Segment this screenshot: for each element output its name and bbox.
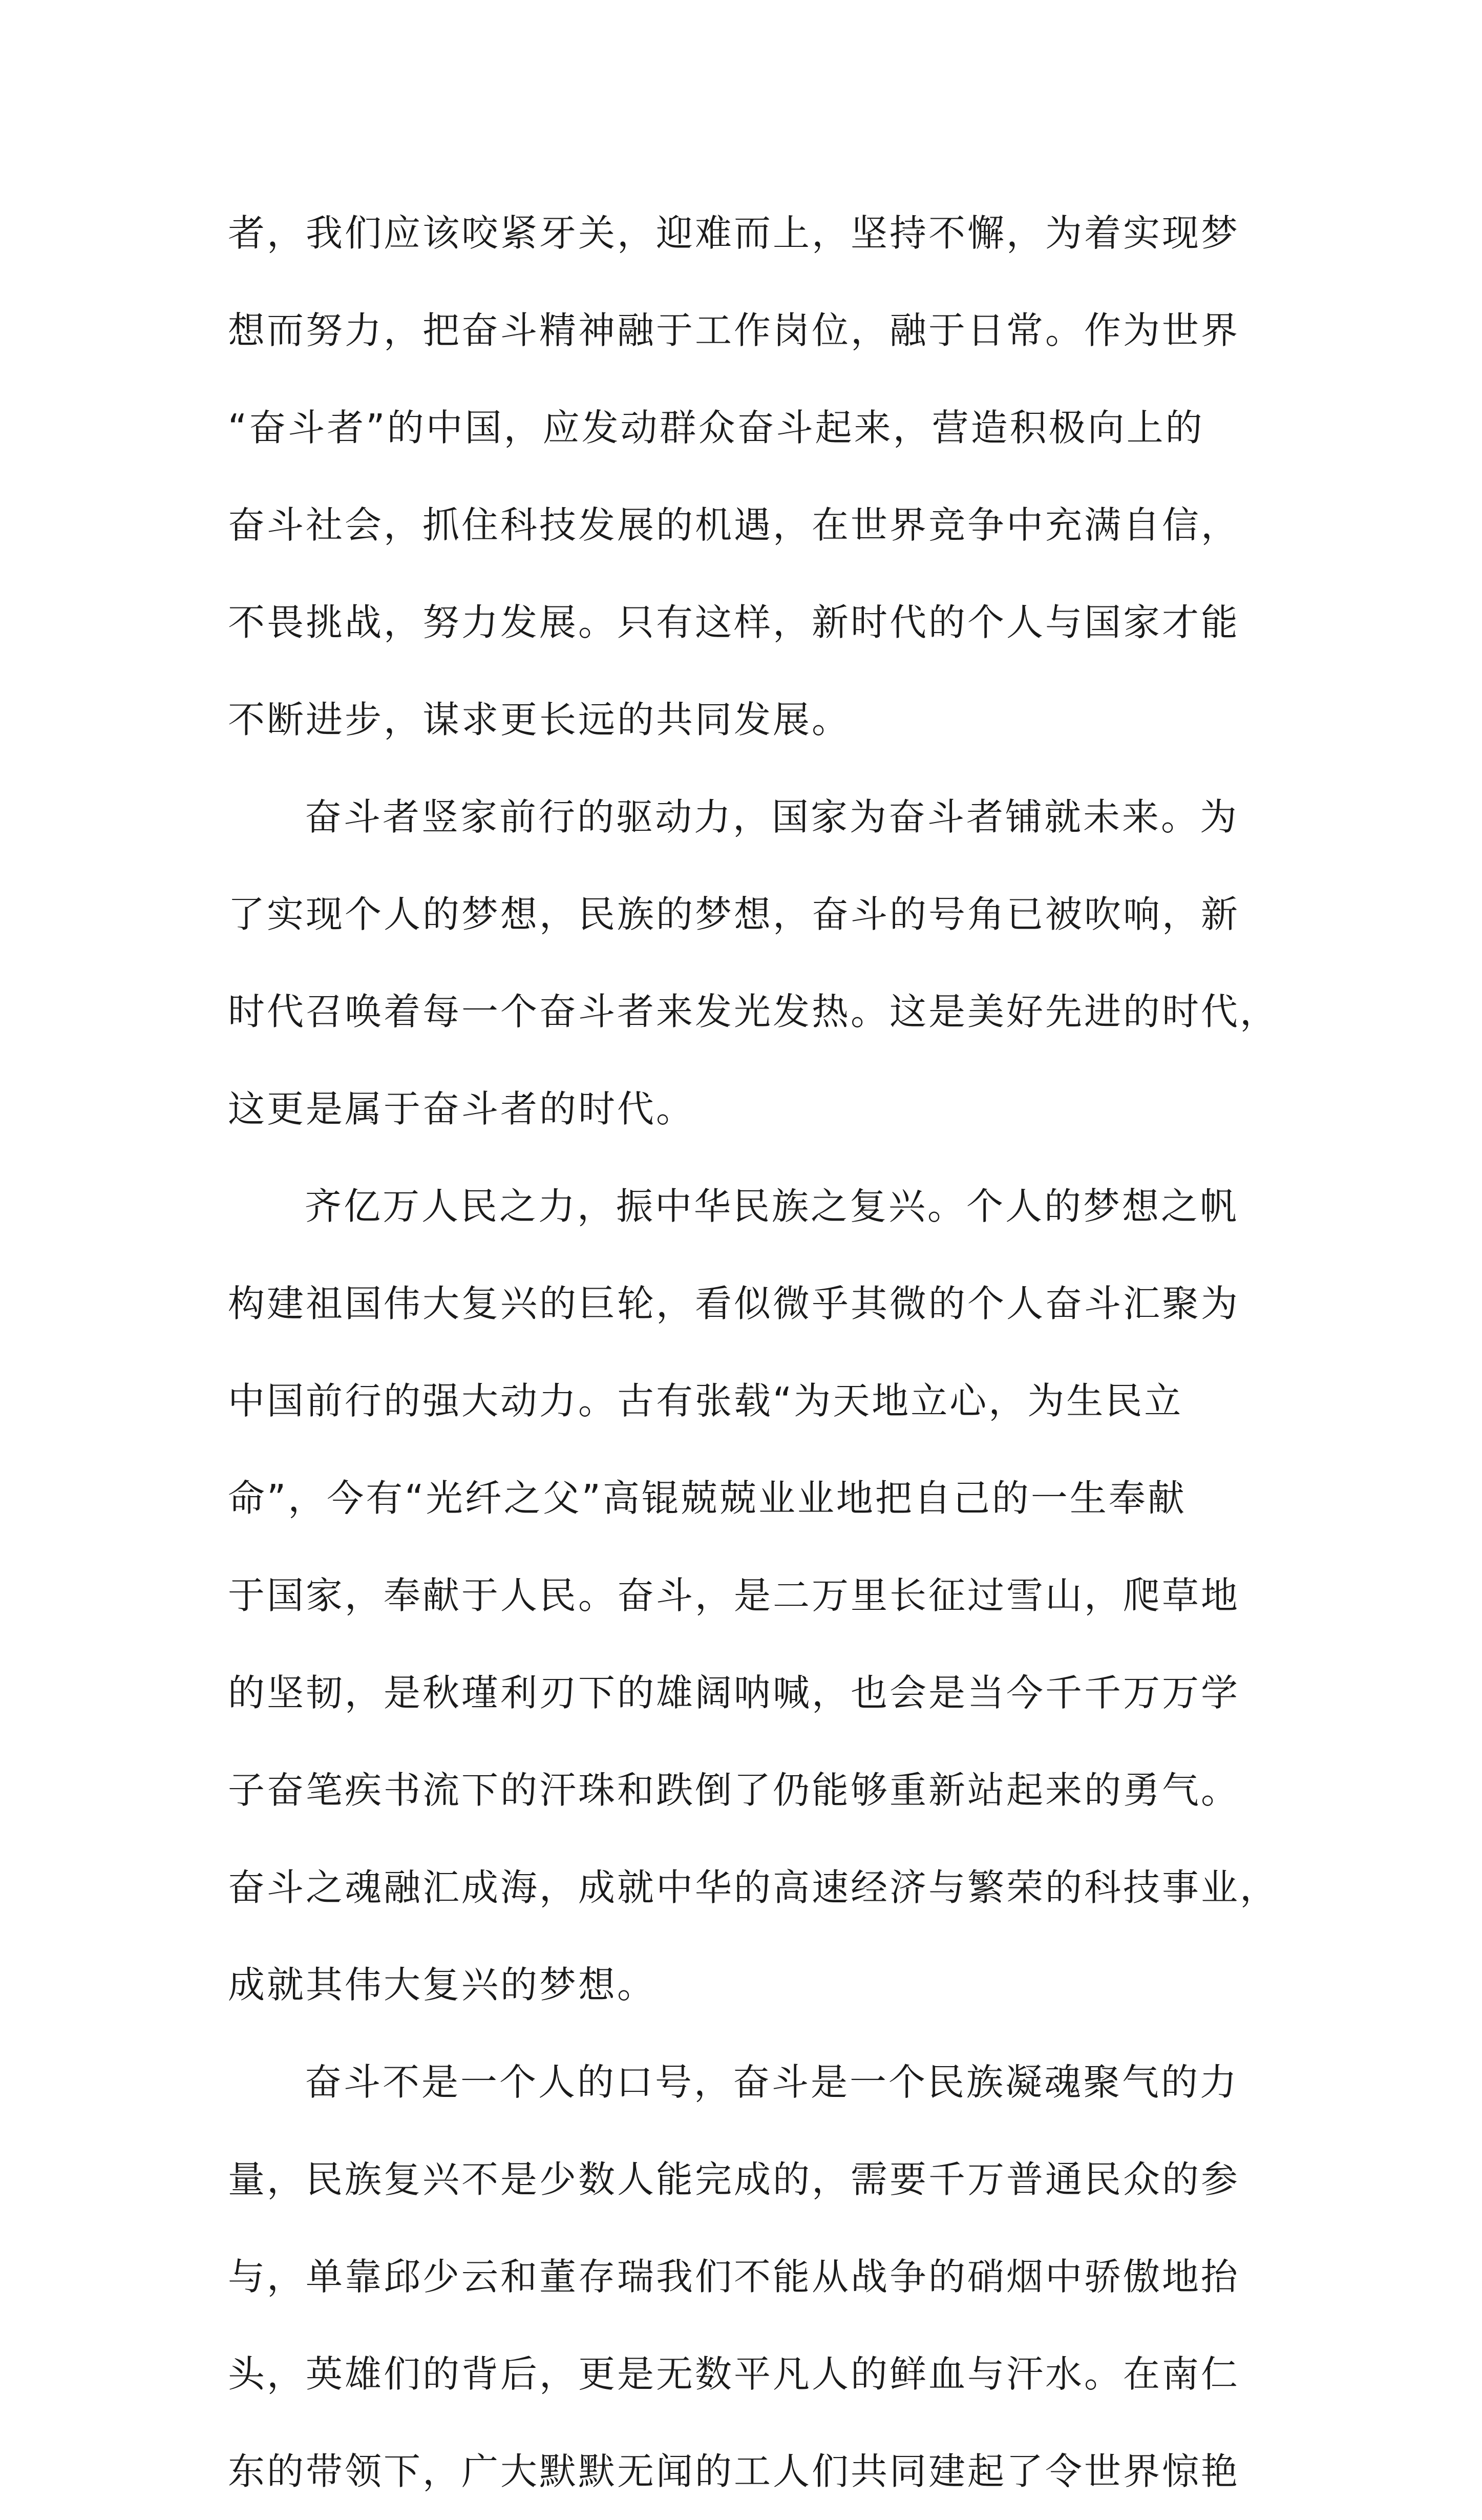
text-line: 头，英雄们的背后，更是无数平凡人的鲜血与汗水。在南仁 [228, 2353, 1240, 2396]
text-line: 想而努力，把奋斗精神融于工作岗位，融于日常。作为世界 [228, 309, 1240, 352]
text-line: 的坚韧，是秋瑾利刃下的雄阔呐喊，也会是当今千千万万学 [228, 1671, 1240, 1714]
text-line: 命”，今有“光纤之父”高锟兢兢业业地把自己的一生奉献 [228, 1477, 1187, 1520]
text-line: 东的带领下，广大默默无闻的工人们共同建起了令世界惊艳 [228, 2450, 1240, 2493]
text-line: 成就其伟大复兴的梦想。 [228, 1963, 657, 2006]
paragraph-first-line: 齐亿万人民之力，振中华民族之复兴。个人的梦想之帆 [305, 1185, 1239, 1228]
paragraph-first-line: 奋斗不是一个人的口号，奋斗是一个民族凝魂聚气的力 [305, 2061, 1239, 2104]
text-line: 奋斗之魂融汇成海，成就中华的高速经济与繁荣的科技事业， [228, 1866, 1279, 1909]
text-line: 奋斗社会，抓住科技发展的机遇，在世界竞争中充满自信， [228, 503, 1240, 547]
text-line: 不断进步，谋求更长远的共同发展。 [228, 698, 851, 741]
text-line: 于国家，奉献于人民。奋斗，是二万里长征过雪山，爬草地 [228, 1574, 1240, 1617]
text-line: 量，民族复兴不是少数人能完成的，需要千万普通民众的参 [228, 2158, 1240, 2201]
text-line: “奋斗者”的中国，应发动群众奋斗起来，营造积极向上的 [228, 406, 1204, 449]
text-line: 不畏挑战，努力发展。只有这样，新时代的个人与国家才能 [228, 601, 1240, 644]
body-text [228, 184, 1279, 2520]
text-line: 子奋笔疾书流下的汗珠和跌倒了仍能够重新站起来的勇气。 [228, 1769, 1240, 1812]
text-line: 了实现个人的梦想，民族的梦想，奋斗的号角已被吹响，新 [228, 893, 1240, 936]
text-line: 时代召唤着每一个奋斗者来发光发热。这是美好先进的时代， [228, 990, 1279, 1033]
text-line: 者，我们应该咬紧牙关，迎难而上，坚持不懈，为着实现梦 [228, 212, 1240, 255]
paragraph-first-line: 奋斗者竖家前行的驱动力，国家为奋斗者铺就未来。为 [305, 795, 1239, 838]
text-line: 这更是属于奋斗者的时代。 [228, 1087, 695, 1130]
text-line: 与，单靠邱少云和董存瑞我们不能从战争的硝烟中骄傲地抬 [228, 2255, 1240, 2298]
text-line: 中国前行的强大动力。古有张载“为天地立心，为生民立 [228, 1379, 1183, 1422]
text-line: 构建祖国伟大复兴的巨轮，看似微乎其微的个人奋斗汇聚为 [228, 1282, 1240, 1325]
